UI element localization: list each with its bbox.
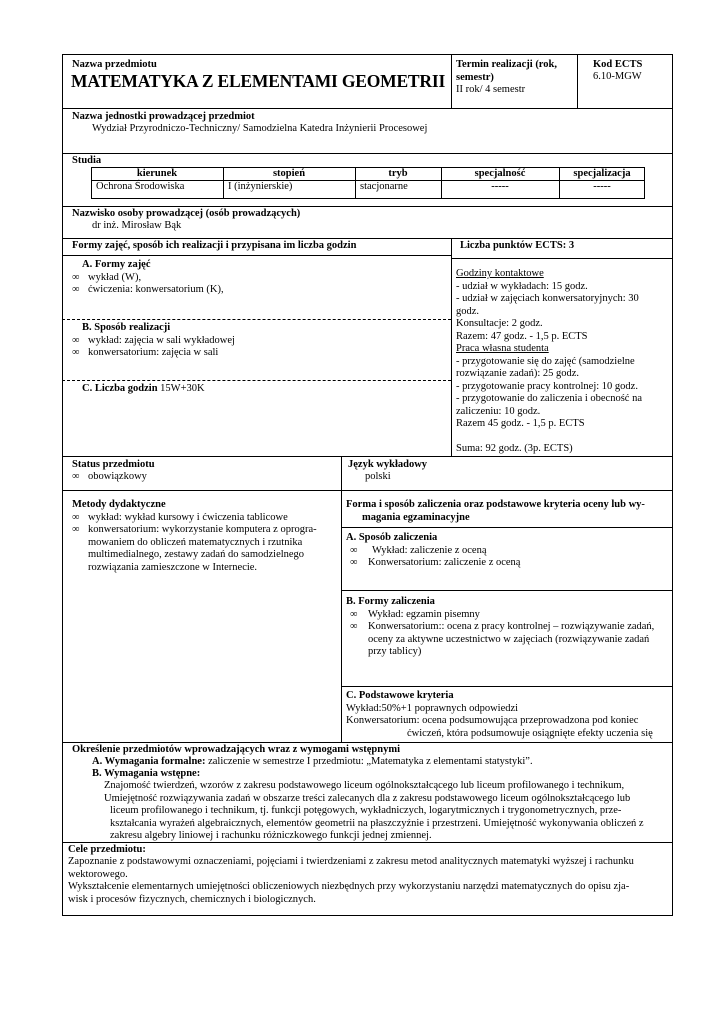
assessment-label-line: magania egzaminacyjne <box>362 511 470 523</box>
term-label: Termin realizacji (rok, semestr) <box>456 59 557 83</box>
list-item-text: Wykład: egzamin pisemny <box>368 608 480 620</box>
ects-line: zaliczeniu: 10 godz. <box>456 405 541 417</box>
list-item-line: rozwiązania zamieszczone w Internecie. <box>88 561 258 573</box>
status-text: obowiązkowy <box>88 471 147 482</box>
divider <box>62 380 451 381</box>
bullet-icon: ∞ <box>72 284 80 295</box>
table-cell: I (inżynierskie) <box>228 181 293 192</box>
list-item-line: przy tablicy) <box>368 646 422 657</box>
divider <box>451 54 452 108</box>
divider <box>62 490 673 491</box>
ects-code-label: Kod ECTS <box>593 59 643 70</box>
list-item-line: konwersatorium: wykorzystanie komputera z oprogra- <box>88 524 317 535</box>
divider <box>451 238 452 456</box>
bullet-icon: ∞ <box>72 524 80 535</box>
table-cell: Ochrona Środowiska <box>96 181 185 192</box>
status-label: Status przedmiotu <box>72 459 155 470</box>
divider <box>62 238 673 239</box>
unit-value: Wydział Przyrodniczo-Techniczny/ Samodzielna Katedra Inżynierii Procesowej <box>92 123 428 134</box>
ects-line: Konsultacje: 2 godz. <box>456 318 543 329</box>
term-value: II rok/ 4 semestr <box>456 84 526 95</box>
table-cell: stacjonarne <box>360 181 408 192</box>
list-item <box>346 609 670 622</box>
bullet-icon: ∞ <box>72 271 80 283</box>
divider <box>62 206 673 207</box>
ects-line: Razem 45 godz. - 1,5 p. ECTS <box>456 418 585 429</box>
divider <box>341 686 673 687</box>
subject-label: Nazwa przedmiotu <box>72 59 157 70</box>
list-item-text: wykład (W), <box>88 271 142 283</box>
goals-label: Cele przedmiotu: <box>68 844 146 855</box>
ects-sum: Suma: 92 godz. (3p. ECTS) <box>456 443 573 454</box>
forms-c-title: C. Liczba godzin <box>82 383 158 394</box>
prereq-a <box>92 756 533 769</box>
table-cell: ----- <box>491 181 509 192</box>
forms-label: Formy zajęć, sposób ich realizacji i przypisana im liczba godzin <box>72 240 357 251</box>
ects-line: rozwiązanie zadań): 25 godz. <box>456 368 580 379</box>
criteria-line: Konwersatorium: ocena podsumowująca przeprowadzona pod koniec <box>346 715 639 726</box>
forms-c-value: 15W+30K <box>160 383 205 394</box>
bullet-icon: ∞ <box>350 621 358 632</box>
assessment-a <box>346 532 668 570</box>
prereq-label: Określenie przedmiotów wprowadzających wraz z wymogami wstępnymi <box>72 744 400 755</box>
list-item <box>72 524 337 574</box>
criteria-line: Wykład:50%+1 poprawnych odpowiedzi <box>346 702 519 714</box>
lecturer-label: Nazwisko osoby prowadzącej (osób prowadzących) <box>72 208 301 219</box>
goal-line: Wykształcenie elementarnych umiejętności obliczeniowych niezbędnych przy wykorzystaniu narzędzi matematycznych do opisu zja- <box>68 881 630 892</box>
lecturer-value: dr inż. Mirosław Bąk <box>92 220 182 231</box>
ects-line: godz. <box>456 305 480 317</box>
list-item <box>72 284 447 297</box>
column-header: stopień <box>272 168 306 179</box>
list-item-text: ćwiczenia: konwersatorium (K), <box>88 284 224 295</box>
ects-details <box>456 268 670 456</box>
prereq-a-letter: A. Wymagania formalne: <box>92 756 206 767</box>
list-item <box>72 512 337 525</box>
column-header: tryb <box>388 168 408 179</box>
divider <box>62 108 673 109</box>
forms-c <box>82 383 205 396</box>
divider <box>62 153 673 154</box>
assessment-label <box>346 499 668 524</box>
assessment-b-title: B. Formy zaliczenia <box>346 596 435 607</box>
forms-b <box>72 322 447 360</box>
ects-line: - udział w wykładach: 15 godz. <box>456 280 588 292</box>
column-header: kierunek <box>136 168 178 179</box>
language-value: polski <box>365 471 391 482</box>
prereq-b-label: B. Wymagania wstępne: <box>92 768 201 779</box>
ects-line: - przygotowanie pracy kontrolnej: 10 godz. <box>456 380 638 392</box>
assessment-c-title: C. Podstawowe kryteria <box>346 690 454 701</box>
list-item <box>346 545 668 558</box>
list-item-text: konwersatorium: zajęcia w sali <box>88 347 219 358</box>
forms-a-title: A. Formy zajęć <box>82 259 151 270</box>
goal-line: wisk i procesów fizycznych, chemicznych i biologicznych. <box>68 893 316 905</box>
ects-label: Liczba punktów ECTS: 3 <box>460 240 575 251</box>
ects-line: - udział w zajęciach konwersatoryjnych: 30 <box>456 293 639 304</box>
prereq-line: Umiejętność rozwiązywania zadań w obszarze treści zalecanych dla z zakresu podstawowego liceum ogólnokształcącego lub <box>104 792 631 804</box>
status-value <box>72 471 724 484</box>
goal-line: Zapoznanie z podstawowymi oznaczeniami, pojęciami i twierdzeniami z zakresu metod analitycznych matematyki wyższej i rachunku <box>68 856 634 867</box>
forms-b-title: B. Sposób realizacji <box>82 322 171 333</box>
ects-code-value: 6.10-MGW <box>593 71 642 82</box>
divider <box>62 456 673 457</box>
column-header: specjalizacja <box>573 168 631 179</box>
prereq-line: kształcania wyrażeń algebraicznych, elementów geometrii na płaszczyźnie i przestrzeni. Umiejętność wykonywania obliczeń z <box>110 817 644 829</box>
assessment-b <box>346 596 670 659</box>
assessment-c <box>346 690 670 740</box>
list-item-text: wykład: zajęcia w sali wykładowej <box>88 334 235 346</box>
list-item <box>346 557 668 570</box>
forms-a <box>72 259 447 297</box>
prereq-line: Znajomość twierdzeń, wzorów z zakresu podstawowego liceum ogólnokształcącego lub liceum profilowanego i technikum, <box>104 780 625 791</box>
prereq-b-text <box>96 780 671 843</box>
list-item-line: Konwersatorium:: ocena z pracy kontrolnej – rozwiązywanie zadań, <box>368 621 655 632</box>
contact-hours-title: Godziny kontaktowe <box>456 268 544 279</box>
divider <box>341 527 673 528</box>
divider <box>62 742 673 743</box>
prereq-a-text: zaliczenie w semestrze I przedmiotu: „Matematyka z elementami statystyki”. <box>205 756 533 767</box>
bullet-icon: ∞ <box>350 608 358 620</box>
methods-label: Metody dydaktyczne <box>72 499 166 510</box>
studies-label: Studia <box>72 155 102 166</box>
subject-name: MATEMATYKA Z ELEMENTAMI GEOMETRII <box>71 71 446 91</box>
list-item-text: Konwersatorium: zaliczenie z oceną <box>368 557 521 568</box>
list-item-text: wykład: wykład kursowy i ćwiczenia tablicowe <box>88 511 288 523</box>
language-label: Język wykładowy <box>348 459 428 470</box>
prereq-line: zakresu algebry liniowej i rachunku różniczkowego funkcji jednej zmiennej. <box>110 830 432 841</box>
list-item-line: mowaniem do obliczeń matematycznych i rzutnika <box>88 536 303 548</box>
unit-label: Nazwa jednostki prowadzącej przedmiot <box>72 111 255 122</box>
ects-line: - przygotowanie się do zajęć (samodzielne <box>456 355 635 367</box>
divider <box>62 255 451 256</box>
list-item <box>72 272 447 285</box>
list-item-line: oceny za aktywne uczestnictwo w zajęciach (rozwiązywanie zadań <box>368 633 650 645</box>
divider <box>341 590 673 591</box>
ects-line: - przygotowanie do zaliczenia i obecność na <box>456 393 643 404</box>
own-work-title: Praca własna studenta <box>456 343 549 354</box>
list-item <box>346 621 670 659</box>
table-cell: ----- <box>593 181 611 192</box>
ects-line: Razem: 47 godz. - 1,5 p. ECTS <box>456 330 588 342</box>
prereq-line: liceum profilowanego i technikum, tj. funkcji potęgowych, wykładniczych, logarytmicznych i trygonometrycznych, prze- <box>110 805 622 816</box>
divider <box>341 456 342 742</box>
list-item-text: Wykład: zaliczenie z oceną <box>372 544 487 556</box>
list-item-line: multimedialnego, zestawy zadań do samodzielnego <box>88 549 305 560</box>
assessment-label-line: Forma i sposób zaliczenia oraz podstawowe kryteria oceny lub wy- <box>346 499 645 510</box>
list-item <box>72 347 447 360</box>
goal-line: wektorowego. <box>68 868 128 880</box>
criteria-line: ćwiczeń, która podsumowuje osiągnięte efekty uczenia się <box>407 727 653 739</box>
bullet-icon: ∞ <box>72 334 80 346</box>
divider <box>577 54 578 108</box>
list-item <box>72 335 447 348</box>
methods <box>72 499 337 574</box>
bullet-icon: ∞ <box>72 347 80 358</box>
bullet-icon: ∞ <box>350 557 358 568</box>
bullet-icon: ∞ <box>72 471 80 482</box>
bullet-icon: ∞ <box>72 511 80 523</box>
divider <box>451 258 673 259</box>
divider <box>62 319 451 320</box>
assessment-a-title: A. Sposób zaliczenia <box>346 532 438 543</box>
divider <box>62 842 673 843</box>
goals-text <box>68 856 672 906</box>
bullet-icon: ∞ <box>350 544 358 556</box>
column-header: specjalność <box>474 168 526 179</box>
